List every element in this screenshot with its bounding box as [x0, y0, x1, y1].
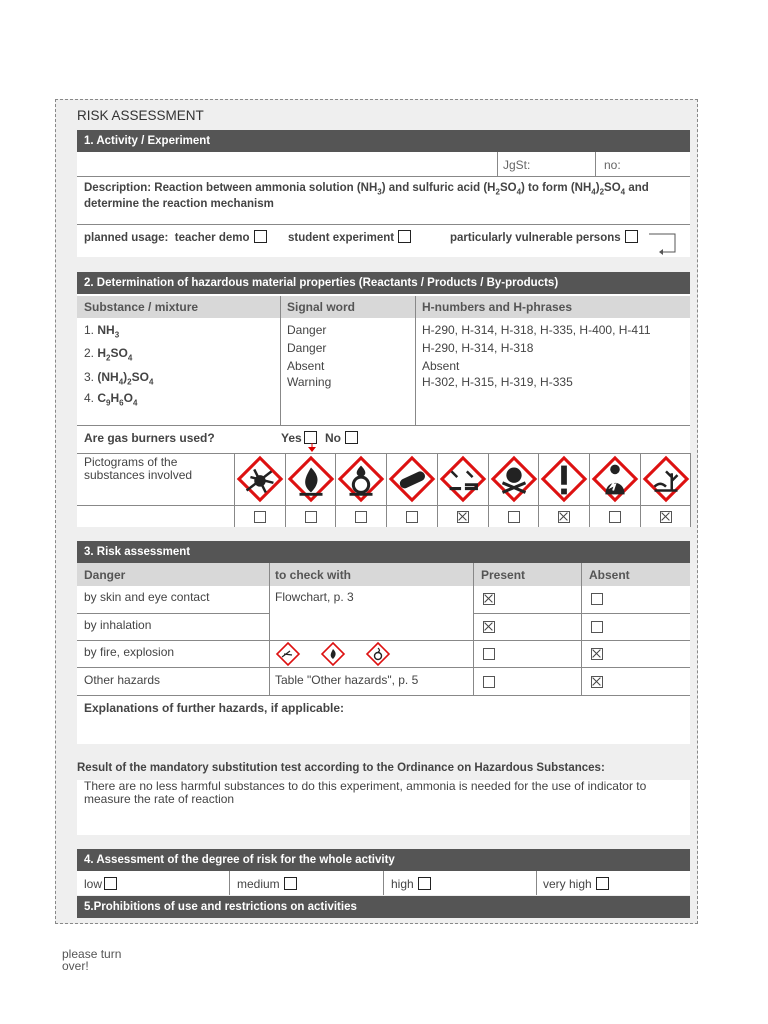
toxic-icon	[491, 456, 537, 502]
jgst-label: JgSt:	[503, 158, 531, 172]
student-experiment-checkbox[interactable]	[398, 230, 411, 243]
risk-present-checkbox[interactable]	[483, 621, 495, 633]
environment-checkbox[interactable]	[660, 511, 672, 523]
risk-row-danger: by skin and eye contact	[84, 590, 210, 604]
pictogram-divider	[234, 453, 235, 527]
substitution-heading: Result of the mandatory substitution test according to the Ordinance on Hazardous Substances:	[77, 762, 605, 774]
health-hazard-checkbox[interactable]	[609, 511, 621, 523]
signal-list: Danger Danger Absent Warning	[287, 323, 332, 389]
risk-row-danger: by inhalation	[84, 618, 152, 632]
oxidizing-small-icon	[367, 643, 389, 665]
fire-explosion-pictograms	[274, 642, 404, 666]
exclamation-checkbox[interactable]	[558, 511, 570, 523]
oxidizing-checkbox[interactable]	[355, 511, 367, 523]
gas-no-checkbox[interactable]	[345, 431, 358, 444]
risk-medium-checkbox[interactable]	[284, 877, 297, 890]
explosive-icon	[237, 456, 283, 502]
col-h: H-numbers and H-phrases	[422, 300, 573, 314]
section3-header: 3. Risk assessment	[77, 541, 690, 563]
substance-list	[84, 321, 153, 413]
gas-cylinder-checkbox[interactable]	[406, 511, 418, 523]
risk-row-check: Flowchart, p. 3	[275, 590, 354, 604]
pictogram-divider	[538, 453, 539, 527]
gas-question: Are gas burners used?	[84, 431, 215, 445]
explosive-checkbox[interactable]	[254, 511, 266, 523]
risk-present-checkbox[interactable]	[483, 676, 495, 688]
col-present: Present	[481, 568, 526, 582]
corrosive-icon	[440, 456, 486, 502]
flammable-checkbox[interactable]	[305, 511, 317, 523]
description: Description: Reaction between ammonia solution $(NH_3)$ and sulfuric acid $(H_2SO_4)$ to form $(NH_4)_2SO_4$ and determine the reaction mechanism	[84, 182, 649, 211]
section-hazard-properties	[77, 272, 690, 527]
environment-icon	[643, 456, 689, 502]
toxic-checkbox[interactable]	[508, 511, 520, 523]
pictogram-divider	[488, 453, 489, 527]
risk-absent-checkbox[interactable]	[591, 621, 603, 633]
explanations-label: Explanations of further hazards, if applicable:	[84, 701, 345, 715]
vulnerable-checkbox[interactable]	[625, 230, 638, 243]
risk-row-danger: by fire, explosion	[84, 645, 175, 659]
pictogram-divider	[285, 453, 286, 527]
planned-usage: planned usage: teacher demo	[84, 230, 267, 244]
col-check: to check with	[275, 568, 352, 582]
flammable-small-icon	[322, 643, 344, 665]
risk-absent-checkbox[interactable]	[591, 593, 603, 605]
col-absent: Absent	[589, 568, 630, 582]
teacher-demo-checkbox[interactable]	[254, 230, 267, 243]
section-degree-of-risk	[77, 849, 690, 895]
section-activity	[77, 130, 690, 257]
substance-3: 3. $(NH_4)_2SO_4$	[84, 369, 154, 387]
pictogram-divider	[335, 453, 336, 527]
section4-header: 4. Assessment of the degree of risk for the whole activity	[77, 849, 690, 871]
section2-header: 2. Determination of hazardous material properties (Reactants / Products / By-products)	[77, 272, 690, 294]
pictogram-divider	[589, 453, 590, 527]
col-danger: Danger	[84, 568, 126, 582]
risk-very-high-checkbox[interactable]	[596, 877, 609, 890]
risk-high-checkbox[interactable]	[418, 877, 431, 890]
risk-row-check: Table "Other hazards", p. 5	[275, 673, 419, 687]
risk-low: low	[84, 877, 117, 891]
section1-header: 1. Activity / Experiment	[77, 130, 690, 152]
risk-present-checkbox[interactable]	[483, 648, 495, 660]
flammable-icon	[288, 456, 334, 502]
risk-high: high	[391, 877, 431, 891]
gas-no-option: No	[325, 431, 358, 445]
risk-low-checkbox[interactable]	[104, 877, 117, 890]
no-label: no:	[604, 158, 621, 172]
substance-1: 1. $NH_3$	[84, 323, 120, 340]
student-experiment-option: student experiment	[288, 230, 411, 244]
risk-very-high: very high	[543, 877, 609, 891]
risk-absent-checkbox[interactable]	[591, 648, 603, 660]
section-prohibitions	[77, 896, 690, 918]
substance-4: 4. $C_9H_6O_4$	[84, 391, 138, 408]
risk-present-checkbox[interactable]	[483, 593, 495, 605]
pictogram-divider	[386, 453, 387, 527]
vulnerable-option: particularly vulnerable persons	[450, 230, 638, 244]
substitution-box	[77, 780, 690, 835]
turn-over-note: please turn over!	[62, 947, 122, 973]
col-substance: Substance / mixture	[84, 300, 199, 314]
return-arrow-icon	[647, 230, 679, 256]
col-signal: Signal word	[287, 300, 356, 314]
oxidizing-icon	[338, 456, 384, 502]
risk-row-danger: Other hazards	[84, 673, 161, 687]
exclamation-icon	[541, 456, 587, 502]
substitution-text: There are no less harmful substances to do this experiment, ammonia is needed for the use of indicator to measure the rate of reaction	[84, 779, 647, 806]
pictograms-label: Pictograms of the substances involved	[84, 455, 193, 482]
corrosive-checkbox[interactable]	[457, 511, 469, 523]
page-title: RISK ASSESSMENT	[77, 108, 204, 123]
pictogram-divider	[437, 453, 438, 527]
substance-2: 2. $H_2SO_4$	[84, 346, 133, 363]
red-arrow-icon	[307, 443, 317, 453]
pictogram-divider	[640, 453, 641, 527]
gas-cylinder-icon	[389, 456, 435, 502]
section5-header: 5.Prohibitions of use and restrictions on activities	[77, 896, 690, 918]
section-risk-assessment	[77, 541, 690, 744]
health-hazard-icon	[592, 456, 638, 502]
risk-medium: medium	[237, 877, 297, 891]
risk-absent-checkbox[interactable]	[591, 676, 603, 688]
gas-yes-option: Yes	[281, 431, 317, 445]
h-phrase-list: H-290, H-314, H-318, H-335, H-400, H-411 H-290, H-314, H-318 Absent H-302, H-315, H-319, H-335	[422, 323, 651, 389]
explosive-small-icon	[277, 643, 299, 665]
